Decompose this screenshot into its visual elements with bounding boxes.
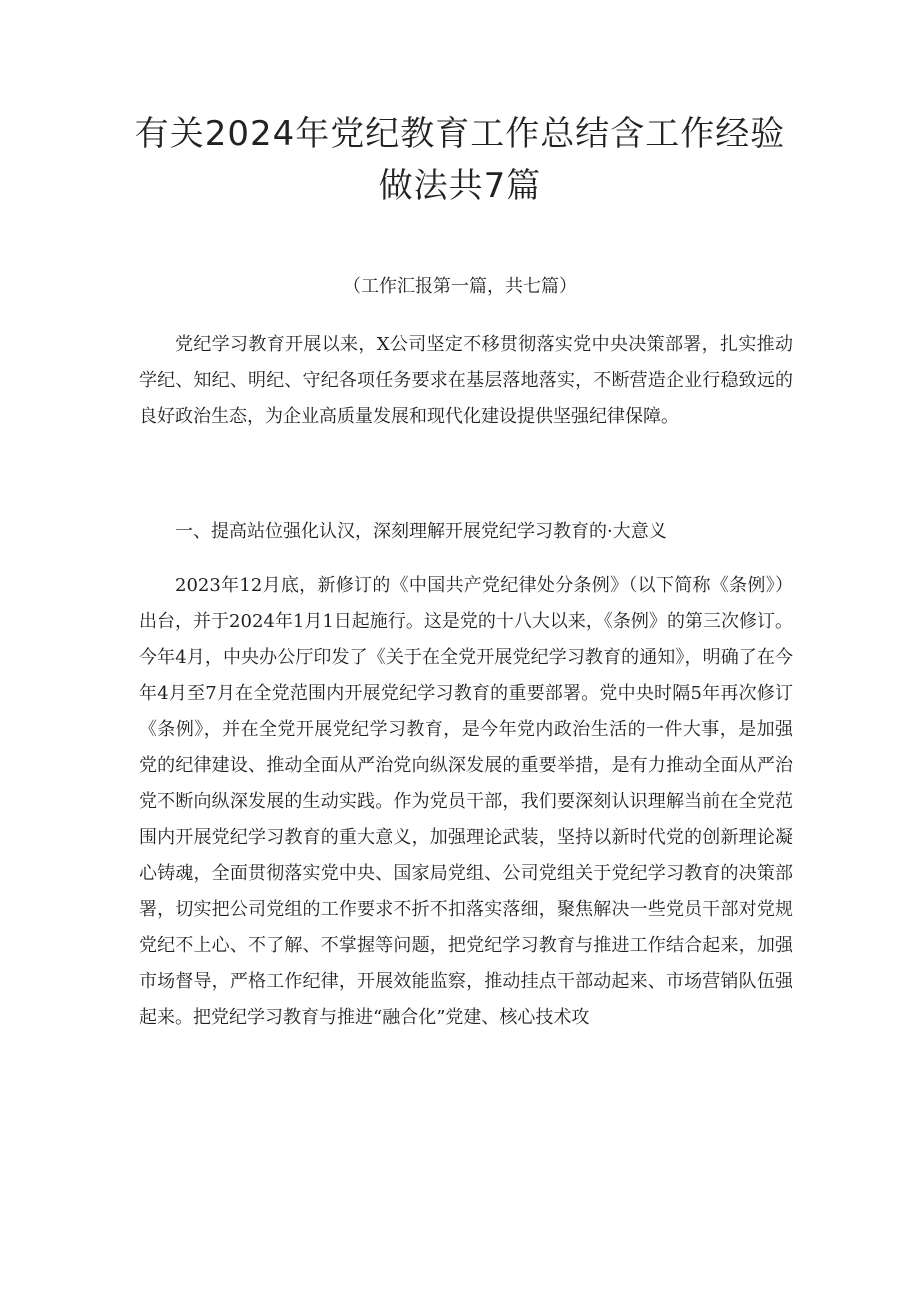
document-title: 有关2024年党纪教育工作总结含工作经验做法共7篇	[134, 114, 786, 206]
body-paragraph-1: 2023年12月底，新修订的《中国共产党纪律处分条例》（以下简称《条例》）出台，并于2024年1月1日起施行。这是党的十八大以来，《条例》的第三次修订。今年4月，中央办公厅印发了《关于在全党开展党纪学习教育的通知》，明确了在今年4月至7月在全党范围内开展党纪学习教育的重要部署。党中央时隔5年再次修订《条例》，并在全党开展党纪学习教育，是今年党内政治生活的一件大事，是加强党的纪律建设、推动全面从严治党向纵深发展的重要举措，是有力推动全面从严治党不断向纵深发展的生动实践。作为党员干部，我们要深刻认识理解当前在全党范围内开展党纪学习教育的重大意义，加强理论武装，坚持以新时代党的创新理论凝心铸魂，全面贯彻落实党中央、国家局党组、公司党组关于党纪学习教育的决策部署，切实把公司党组的工作要求不折不扣落实落细，聚焦解决一些党员干部对党规党纪不上心、不了解、不掌握等问题，把党纪学习教育与推进工作结合起来，加强市场督导，严格工作纪律，开展效能监察，推动挂点干部动起来、市场营销队伍强起来。把党纪学习教育与推进“融合化”党建、核心技术攻	[139, 575, 793, 1028]
section-heading-1: 一、提高站位强化认汉，深刻理解开展党纪学习教育的·大意义	[175, 521, 667, 542]
document-subtitle: （工作汇报第一篇，共七篇）	[343, 276, 577, 297]
intro-paragraph: 党纪学习教育开展以来，X公司坚定不移贯彻落实党中央决策部署，扎实推动学纪、知纪、明纪、守纪各项任务要求在基层落地落实，不断营造企业行稳致远的良好政治生态，为企业高质量发展和现代化建设提供坚强纪律保障。	[139, 334, 793, 427]
